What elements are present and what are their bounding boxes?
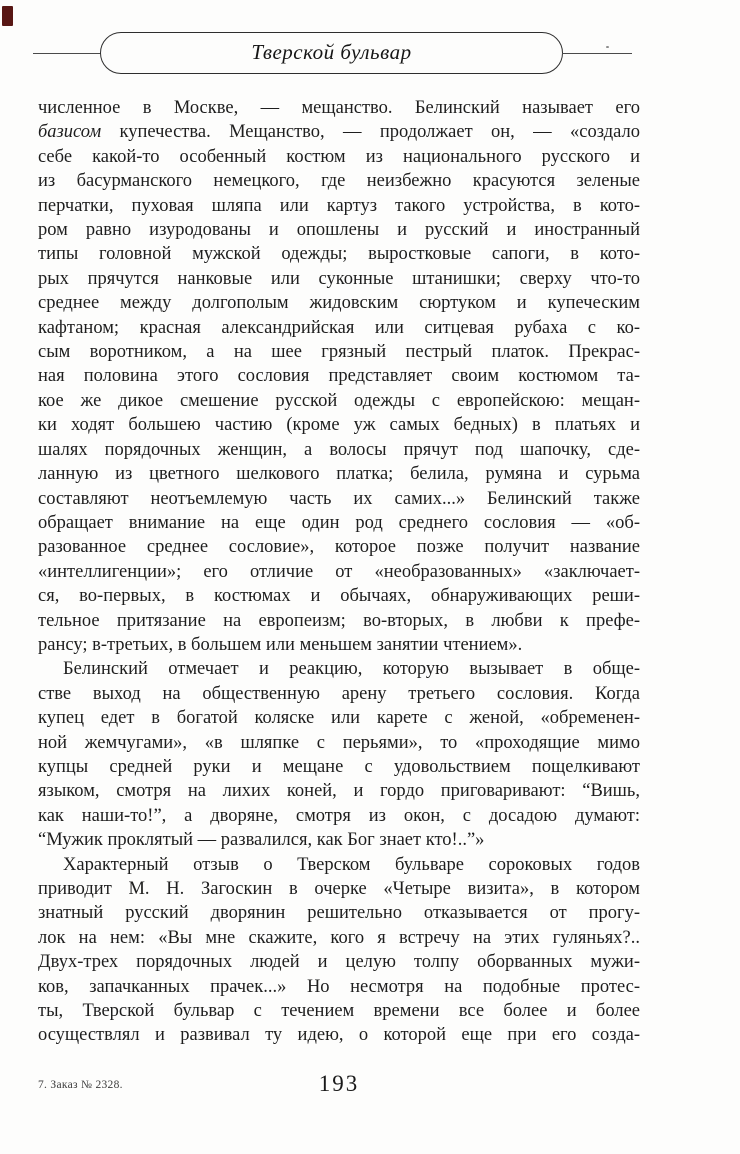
text-line: кое же дикое смешение русской одежды с европейскою: мещан-: [38, 390, 640, 411]
chapter-title: Тверской бульвар: [251, 39, 412, 64]
text-line: «интеллигенции»; его отличие от «необразованных» «заключает-: [38, 561, 640, 582]
scan-speck: [606, 46, 609, 48]
text-line: сым воротником, а на шее грязный пестрый платок. Прекрас-: [38, 342, 640, 363]
text-line: приводит М. Н. Загоскин в очерке «Четыре визита», в котором: [38, 879, 640, 899]
text-line: ков, запачканных прачек...» Но несмотря на подобные протес-: [38, 976, 640, 997]
text-line: купец едет в богатой коляске или карете с женой, «обременен-: [38, 708, 640, 729]
body-text: [38, 96, 640, 1048]
text-line: среднее между долгополым жидовским сюртуком и купеческим: [38, 293, 640, 314]
header-rule-right: [562, 53, 632, 54]
text-line: кафтаном; красная александрийская или ситцевая рубаха с ко-: [38, 317, 640, 338]
text-line: ром равно изуродованы и опошлены и русский и иностранный: [38, 220, 640, 241]
text-line: купцы средней руки и мещане с удовольствием пощелкивают: [38, 756, 640, 777]
text-line: “Мужик проклятый — развалился, как Бог знает кто!..”»: [38, 830, 485, 851]
text-line: языком, смотря на лихих коней, и гордо приговаривают: “Вишь,: [38, 781, 640, 802]
text-line: Белинский отмечает и реакцию, которую вызывает в обще-: [63, 659, 640, 680]
text-line: стве выход на общественную арену третьего сословия. Когда: [38, 683, 640, 704]
text-line: составляют неотъемлемую часть их самих...» Белинский также: [38, 488, 640, 509]
text-line: знатный русский дворянин решительно отказывается от прогу-: [38, 903, 640, 924]
text-line: осуществлял и развивал ту идею, о которой еще при его созда-: [38, 1025, 640, 1046]
text-line: себе какой-то особенный костюм из национального русского и: [38, 146, 640, 167]
text-line: ся, во-первых, в костюмах и обычаях, обнаруживающих реши-: [38, 586, 640, 607]
text-line: Двух-трех порядочных людей и целую толпу оборванных мужи-: [38, 952, 640, 973]
text-line: Характерный отзыв о Тверском бульваре сороковых годов: [63, 854, 640, 875]
header-rule-left: [33, 53, 101, 54]
text-line: лок на нем: «Вы мне скажите, кого я встречу на этих гуляньях?..: [38, 927, 640, 948]
text-line: типы головной мужской одежды; выростковые сапоги, в кото-: [38, 244, 640, 265]
text-line: базисом купечества. Мещанство, — продолжает он, — «создало: [38, 122, 640, 143]
text-line: ная половина этого сословия представляет своим костюмом та-: [38, 366, 640, 387]
text-line: ки ходят большею частию (кроме уж самых бедных) в платьях и: [38, 415, 640, 436]
text-line: обращает внимание на еще один род среднего сословия — «об-: [38, 512, 640, 533]
text-line: ты, Тверской бульвар с течением времени все более и более: [38, 1001, 640, 1022]
text-line: как наши-то!”, а дворяне, смотря из окон, с досадою думают:: [38, 805, 640, 826]
page-number: 193: [318, 1071, 360, 1096]
text-line: рансу; в-третьих, в большем или меньшем занятии чтением».: [38, 634, 523, 655]
page-header: [0, 0, 740, 90]
text-line: из басурманского немецкого, где неизбежно красуются зеленые: [38, 171, 640, 192]
text-line: тельное притязание на европеизм; во-вторых, в любви к префе-: [38, 610, 640, 631]
chapter-title-capsule: [100, 32, 563, 74]
text-line: перчатки, пуховая шляпа или картуз такого устройства, в кото-: [38, 195, 640, 216]
printer-imprint: 7. Заказ № 2328.: [38, 1079, 123, 1091]
text-line: ной жемчугами», «в шляпке с перьями», то «проходящие мимо: [38, 732, 640, 753]
text-line: разованное среднее сословие», которое позже получит название: [38, 537, 640, 558]
text-line: шалях порядочных женщин, а волосы прячут под шапочку, сде-: [38, 439, 640, 460]
text-line: ланную из цветного шелкового платка; белила, румяна и сурьма: [38, 464, 640, 485]
text-line: численное в Москве, — мещанство. Белинский называет его: [38, 98, 640, 118]
text-line: рых прячутся нанковые или суконные штанишки; сверху что-то: [38, 268, 640, 289]
